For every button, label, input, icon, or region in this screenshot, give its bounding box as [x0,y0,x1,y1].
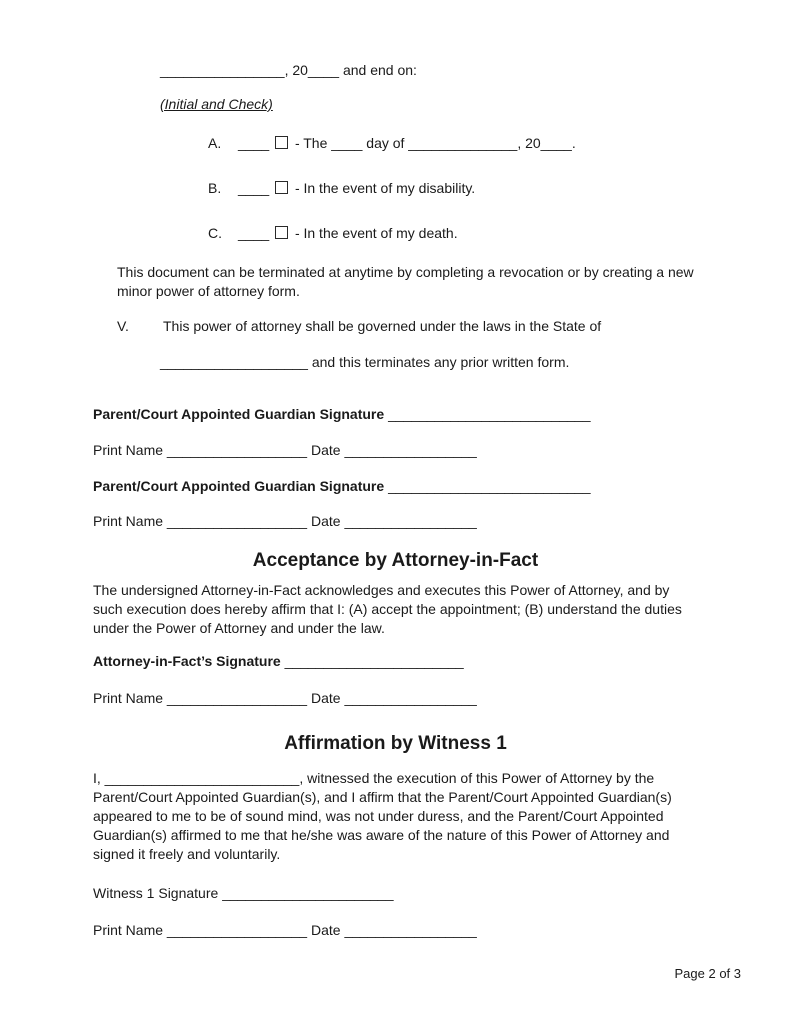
print-name-label: Print Name [93,690,164,706]
acceptance-section-title: Acceptance by Attorney-in-Fact [252,550,539,571]
witness1-body [93,769,698,864]
witness1-body-prefix: I, [93,770,101,786]
option-b-text: - In the event of my disability. [294,180,476,196]
print-name-blank[interactable]: __________________ [166,690,308,706]
date-blank[interactable]: _________________ [344,690,477,706]
date-blank[interactable]: _________________ [344,513,477,529]
end-date-text: , 20____ and end on: [284,62,417,78]
witness1-section-title: Affirmation by Witness 1 [284,733,507,754]
print-date-row-3 [93,689,698,708]
attorney-signature-blank[interactable]: _______________________ [284,653,464,669]
option-b-letter: B. [208,180,222,196]
state-line [160,353,698,372]
date-label: Date [310,513,341,529]
guardian-signature-label: Parent/Court Appointed Guardian Signature [93,406,385,422]
guardian-signature-row-2 [93,477,698,496]
print-name-label: Print Name [93,442,164,458]
clause-v-row [117,317,698,336]
date-blank[interactable]: _________________ [344,922,477,938]
clause-v-text: This power of attorney shall be governed under the laws in the State of [163,318,602,334]
option-b-row [208,179,698,198]
clause-v-number: V. [117,318,129,334]
print-date-row-4 [93,921,698,940]
date-blank[interactable]: _________________ [344,442,477,458]
acceptance-body: The undersigned Attorney-in-Fact acknowledges and executes this Power of Attorney, and by such execution does hereby affirm that I: (A) accept the appointment; (B) understand the duties under the Power of Attorney and under the law. [93,582,682,636]
witness1-name-blank[interactable]: _________________________ [104,770,300,786]
print-name-label: Print Name [93,922,164,938]
option-c-text: - In the event of my death. [294,225,458,241]
option-c-initials-blank[interactable]: ____ [238,225,270,241]
initial-and-check-note: (Initial and Check) [160,96,273,112]
option-a-checkbox-icon[interactable] [275,136,288,149]
state-line-text: and this terminates any prior written form. [311,354,570,370]
guardian-signature-blank[interactable]: __________________________ [388,478,591,494]
state-blank[interactable]: ___________________ [160,354,308,370]
date-label: Date [310,922,341,938]
print-name-label: Print Name [93,513,164,529]
attorney-signature-label: Attorney-in-Fact’s Signature [93,653,281,669]
print-name-blank[interactable]: __________________ [166,513,308,529]
guardian-signature-blank[interactable]: __________________________ [388,406,591,422]
termination-note: This document can be terminated at anytime by completing a revocation or by creating a new minor power of attorney form. [117,264,694,299]
page-number: Page 2 of 3 [674,966,741,981]
guardian-signature-label: Parent/Court Appointed Guardian Signature [93,478,385,494]
end-date-blank[interactable]: ________________ [160,62,285,78]
option-a-letter: A. [208,135,222,151]
option-b-checkbox-icon[interactable] [275,181,288,194]
print-date-row-2 [93,512,698,531]
date-label: Date [310,442,341,458]
print-name-blank[interactable]: __________________ [166,922,308,938]
date-label: Date [310,690,341,706]
option-a-text: - The ____ day of ______________, 20____. [294,135,576,151]
witness1-signature-label: Witness 1 Signature [93,885,219,901]
option-c-row [208,224,698,243]
option-b-initials-blank[interactable]: ____ [238,180,270,196]
print-name-blank[interactable]: __________________ [166,442,308,458]
guardian-signature-row-1 [93,405,698,424]
end-date-line [160,61,698,80]
option-c-letter: C. [208,225,222,241]
option-a-initials-blank[interactable]: ____ [238,135,270,151]
witness1-signature-row [93,884,698,903]
option-a-row [208,134,698,153]
witness1-body-text: , witnessed the execution of this Power of Attorney by the Parent/Court Appointed Guardian(s), and I affirm that the Parent/Court Appointed Guardian(s) appeared to me to be of sound mind, was not under duress, and the Parent/Court Appointed Guardian(s) affirmed to me that he/she was aware of the nature of this Power of Attorney and signed it freely and voluntarily. [93,770,672,862]
witness1-signature-blank[interactable]: ______________________ [222,885,394,901]
option-c-checkbox-icon[interactable] [275,226,288,239]
print-date-row-1 [93,441,698,460]
attorney-signature-row [93,652,698,671]
